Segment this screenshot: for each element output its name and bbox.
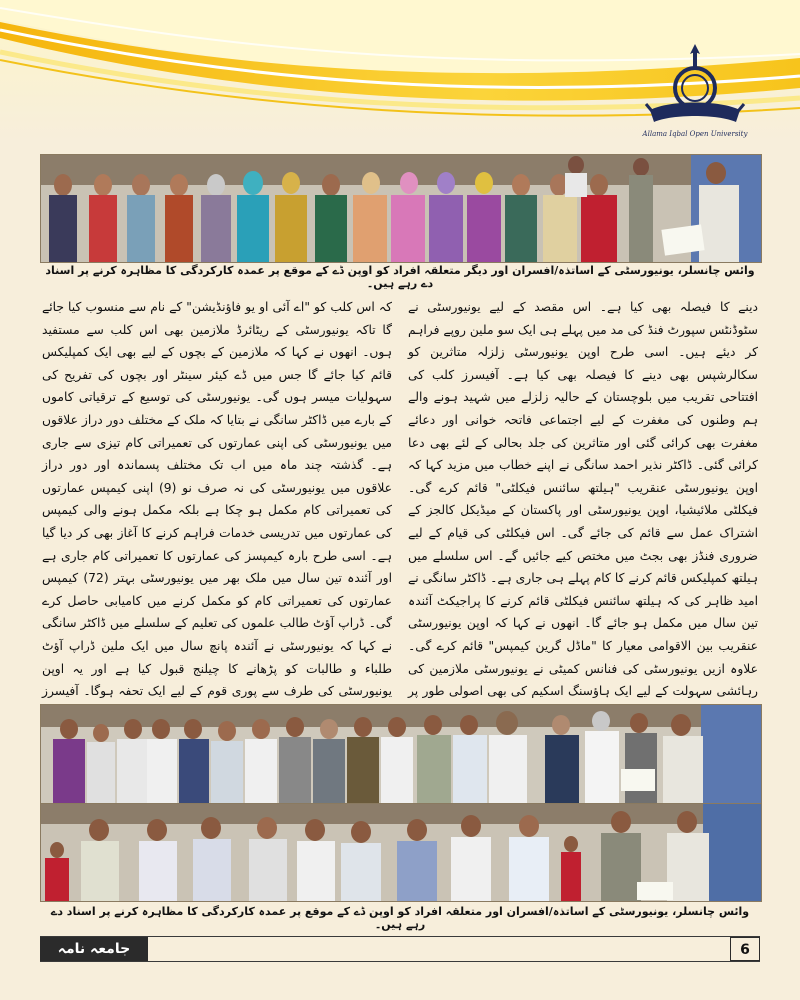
middle-photo	[40, 704, 762, 805]
footer-rule-top	[40, 936, 760, 937]
top-photo-caption: وائس چانسلر، یونیورسٹی کے اساتذہ/افسران اور دیگر متعلقہ افراد کو اوپن ڈے کے موقع پر عمدہ کارکردگی کا مظاہرہ کرنے پر اسناد دے رہے ہیں۔	[45, 264, 755, 290]
magazine-name: جامعہ نامہ	[40, 937, 148, 961]
footer-rule-bottom	[40, 961, 760, 962]
page-number: 6	[730, 937, 760, 961]
bottom-photo-caption: وائس چانسلر، یونیورسٹی کے اساتذہ/افسران اور متعلقہ افراد کو اوپن ڈے کے موقع پر عمدہ کارکردگی کا مظاہرہ کرنے پر اسناد دے رہے ہیں۔	[50, 905, 750, 931]
logo-text: Allama Iqbal Open University	[642, 130, 748, 138]
article-right-column: دینے کا فیصلہ بھی کیا ہے۔ اس مقصد کے لیے یونیورسٹی نے سٹوڈنٹس سپورٹ فنڈ کی مد میں پہلے ہی ایک سو ملین روپے فراہم کر دیئے ہیں۔ اسی طرح اوپن یونیورسٹی زلزلہ متاثرین کو سکالرشپس بھی دینے کا فیصلہ بھی کیا ہے۔ آفیسرز کلب کی افتتاحی تقریب میں بلوچستان کے حالیہ زلزلے میں شہید ہونے والے ہم وطنوں کی مغفرت کے لیے اجتماعی فاتحہ خوانی اور دعائے مغفرت بھی کرائی گئی اور متاثرین کی جلد بحالی کے لئے بھی دعا کرائی گئی۔ ڈاکٹر نذیر احمد سانگی نے اپنے خطاب میں مزید کہا کہ اوپن یونیورسٹی عنقریب "ہیلتھ سائنس فیکلٹی" قائم کرے گی۔ فیکلٹی ملائیشیا، اوپن یونیورسٹی اور پاکستان کے میڈیکل کالجز کے اشتراک عمل سے قائم کی جائے گی۔ اس فیکلٹی کی قیام کے لیے ضروری فنڈز بھی بجٹ میں مختص کیے جائیں گے۔ اس سلسلے میں ہیلتھ کمپلیکس قائم کرنے کا کام پہلے ہی جاری ہے۔ ڈاکٹر سانگی نے امید ظاہر کی کہ ہیلتھ سائنس فیکلٹی قائم کرنے کا پراجیکٹ آئندہ تین سال میں مکمل ہو جائے گا۔ انھوں نے کہا کہ اوپن یونیورسٹی عنقریب بین الاقوامی معیار کا "ماڈل گرین کیمپس" قائم کرے گی۔ علاوہ ازیں یونیورسٹی کی فنانس کمیٹی نے یونیورسٹی ملازمین کی رہائشی سہولت کے لیے ایک ہاؤسنگ اسکیم کی بھی اصولی طور پر	[408, 300, 758, 699]
top-photo	[40, 154, 762, 263]
article-left-column: کہ اس کلب کو "اے آئی او یو فاؤنڈیشن" کے نام سے منسوب کیا جائے گا تاکہ یونیورسٹی کے ریٹائرڈ ملازمین بھی اس کلب سے مستفید ہوں۔ انھوں نے کہا کہ ملازمین کے بچوں کے لیے بھی ایک کمپلیکس قائم کیا جائے گا جس میں ڈے کیئر سینٹر اور بچوں کی تفریح کی سہولیات میسر ہوں گی۔ یونیورسٹی کی توسیع کے ترقیاتی کاموں کے بارے میں ڈاکٹر سانگی نے بتایا کہ ملک کے مختلف دور دراز علاقوں میں یونیورسٹی کی اپنی عمارتوں کی تعمیراتی کام تیزی سے جاری ہے۔ گذشتہ چند ماہ میں اب تک مختلف پسماندہ اور دور دراز علاقوں میں یونیورسٹی کی نہ صرف نو (9) اپنی کیمپس عمارتوں کی تعمیراتی کام مکمل ہو چکا ہے بلکہ مکمل ہونے والی کیمپس کی عمارتوں میں تدریسی خدمات فراہم کرنے کا آغاز بھی کر دیا گیا ہے۔ اسی طرح بارہ کیمپسز کی عمارتوں کا تعمیراتی کام جاری ہے اور آئندہ تین سال میں ملک بھر میں یونیورسٹی بہتر (72) کیمپس عمارتوں کی تعمیراتی کام کو مکمل کرنے میں کامیابی حاصل کرے گی۔ ڈراپ آؤٹ طالب علموں کی تعلیم کے سلسلے میں ڈاکٹر سانگی نے کہا کہ یونیورسٹی نے آئندہ پانچ سال میں ایک ملین ڈراپ آؤٹ طلباء و طالبات کو پڑھانے کا چیلنج قبول کیا ہے اور یہ اوپن یونیورسٹی کی طرف سے پوری قوم کے لیے ایک تحفہ ہوگا۔ آفیسرز	[42, 300, 392, 699]
university-logo	[640, 38, 750, 148]
bottom-photo	[40, 803, 762, 902]
